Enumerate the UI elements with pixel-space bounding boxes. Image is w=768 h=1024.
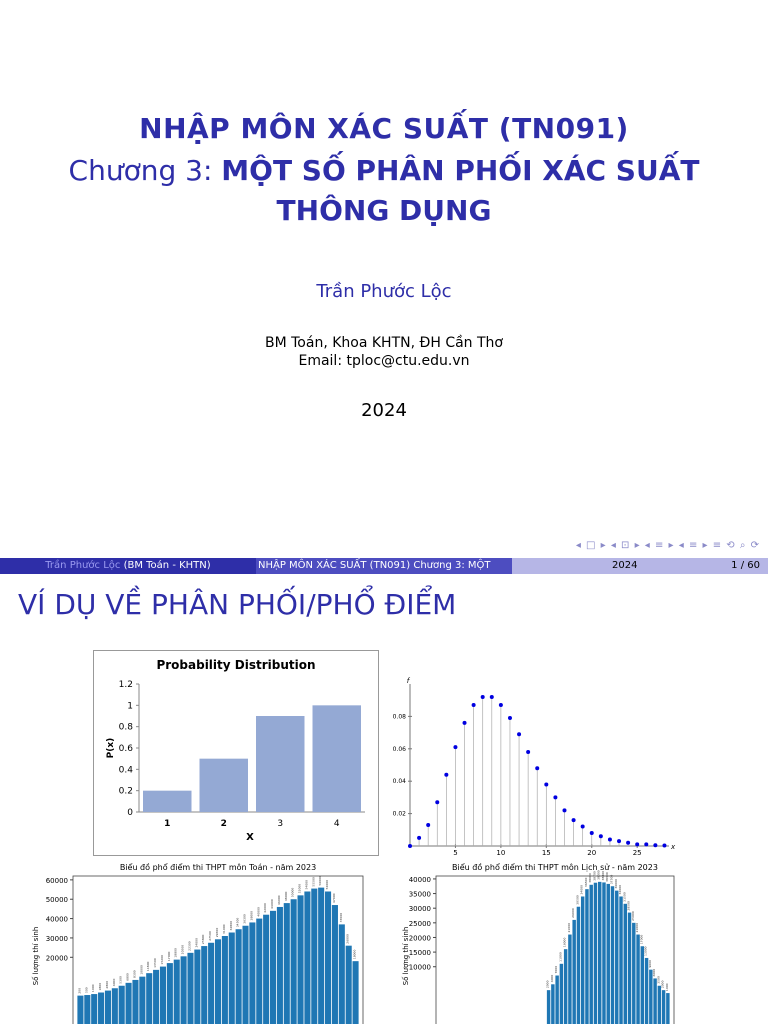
data-point [481, 695, 485, 699]
bar-value-label: 37000 [338, 912, 343, 923]
bar-value-label: 11000 [558, 952, 563, 962]
bar-value-label: 21000 [635, 922, 640, 933]
chapter-name-line2: THÔNG DỤNG [276, 194, 492, 227]
bar-value-label: 32800 [228, 920, 233, 931]
histogram-bar [353, 961, 359, 1024]
footer-bar [0, 558, 768, 574]
histogram-bar [222, 936, 228, 1024]
bar-value-label: 21000 [566, 922, 571, 933]
chart-title: Biểu đồ phổ điểm thi THPT môn Toán - năm 2023 [119, 863, 317, 872]
data-point [572, 818, 576, 822]
histogram-bar [153, 970, 159, 1024]
histogram-bar [332, 905, 338, 1024]
bar-value-label: 31500 [622, 892, 627, 902]
histogram-bar [256, 919, 262, 1024]
histogram-bar [187, 953, 193, 1024]
histogram-bar [91, 994, 97, 1024]
data-point [535, 766, 539, 770]
x-tick-label: 1 [164, 819, 171, 829]
y-tick-label: 40000 [45, 915, 68, 924]
bar-value-label: 16000 [562, 937, 567, 948]
y-tick-label: 0.4 [118, 765, 133, 776]
y-axis-label: P(x) [106, 737, 116, 759]
bar-value-label: 44000 [270, 899, 275, 909]
bar-value-label: 36300 [242, 914, 247, 924]
bar-value-label: 15200 [159, 955, 164, 965]
history-score-histogram [398, 858, 688, 1024]
data-point [435, 800, 439, 804]
histogram-bar [132, 980, 138, 1024]
histogram-bar [551, 984, 554, 1024]
bar-value-label: 38000 [249, 910, 254, 921]
data-point [526, 750, 530, 754]
data-point [444, 773, 448, 777]
bar-value-label: 55500 [311, 877, 316, 887]
bar-value-label: 39000 [596, 870, 601, 880]
bar-value-label: 4000 [549, 974, 554, 983]
bar [143, 791, 192, 812]
bar-value-label: 29300 [215, 927, 219, 938]
bar-value-label: 26000 [571, 908, 576, 918]
bar-value-label: 1000 [91, 984, 96, 993]
bar-value-label: 26000 [345, 934, 350, 944]
y-tick-label: 30000 [45, 934, 68, 943]
histogram-bar [167, 963, 173, 1024]
chapter-name: MỘT SỐ PHÂN PHỐI XÁC SUẤT [221, 154, 700, 187]
data-point [499, 703, 503, 707]
bar-value-label: 34000 [579, 884, 584, 895]
histogram-bar [98, 993, 104, 1024]
histogram-bar [577, 907, 580, 1024]
y-tick-label: 1 [127, 701, 133, 712]
bar-value-label: 54000 [325, 879, 330, 890]
bar [200, 759, 249, 812]
histogram-bar [339, 924, 345, 1024]
bar-value-label: 2000 [660, 980, 665, 989]
y-tick-label: 0 [127, 808, 133, 818]
histogram-bar [229, 933, 235, 1024]
bar-value-label: 500 [84, 987, 89, 994]
histogram-bar [589, 885, 592, 1024]
histogram-bar [607, 884, 610, 1024]
bar-value-label: 50000 [290, 887, 295, 898]
data-point [635, 842, 639, 846]
x-tick-label: 25 [632, 849, 642, 857]
bar-value-label: 37500 [609, 874, 614, 885]
y-tick-label: 25000 [408, 919, 431, 928]
histogram-bar [297, 895, 303, 1024]
y-tick-label: 35000 [408, 890, 431, 899]
y-tick-label: 0.04 [392, 778, 406, 786]
probability-distribution-chart [93, 650, 379, 856]
histogram-bar [662, 990, 665, 1024]
histogram-bar [598, 882, 601, 1024]
data-point [508, 716, 512, 720]
histogram-bar [628, 913, 631, 1024]
data-point [453, 745, 457, 749]
bar-value-label: 3500 [656, 976, 661, 984]
bar-value-label: 46000 [276, 895, 281, 905]
bar-value-label: 2000 [545, 980, 550, 989]
histogram-bar [666, 993, 669, 1024]
histogram-bar [594, 883, 597, 1024]
affiliation-block [0, 334, 768, 370]
data-point [553, 795, 557, 799]
histogram-bar [174, 960, 180, 1024]
histogram-bar [146, 973, 152, 1024]
data-point [417, 836, 421, 840]
y-tick-label: 15000 [408, 949, 431, 958]
histogram-bar [194, 950, 200, 1024]
bar-value-label: 9000 [647, 960, 652, 968]
bar-value-label: 17000 [166, 951, 171, 962]
bar-value-label: 27500 [208, 931, 213, 941]
histogram-bar [160, 967, 166, 1024]
x-tick-label: 4 [333, 819, 340, 829]
histogram-bar [615, 891, 618, 1024]
data-point [472, 703, 476, 707]
bar-value-label: 56000 [318, 876, 323, 886]
x-tick-label: 3 [277, 819, 284, 829]
histogram-bar [611, 886, 614, 1024]
bar-value-label: 38000 [588, 873, 593, 883]
bar-value-label: 4000 [111, 978, 116, 987]
x-tick-label: 2 [220, 819, 227, 829]
histogram-bar [84, 995, 90, 1024]
course-title: NHẬP MÔN XÁC SUẤT (TN091) [139, 112, 629, 145]
histogram-bar [572, 920, 575, 1024]
data-point [517, 732, 521, 736]
bar-value-label: 8300 [132, 970, 137, 978]
histogram-bar [215, 939, 221, 1024]
bar-value-label: 1800 [98, 982, 103, 991]
bar-value-label: 6800 [125, 973, 130, 981]
histogram-bar [636, 935, 639, 1024]
histogram-bar [139, 977, 145, 1024]
bar [313, 705, 362, 812]
year: 2024 [361, 400, 407, 421]
histogram-bar [649, 970, 652, 1024]
bar-value-label: 47000 [331, 893, 336, 904]
histogram-bar [284, 903, 290, 1024]
chart-title: Biểu đồ phổ điểm thi THPT môn Lịch sử - năm 2023 [452, 863, 658, 872]
data-point [490, 695, 494, 699]
bar-value-label: 22300 [187, 941, 192, 951]
y-tick-label: 0.02 [392, 810, 406, 818]
slide-heading: VÍ DỤ VỀ PHÂN PHỐI/PHỔ ĐIỂM [18, 588, 457, 621]
y-tick-label: 30000 [408, 905, 431, 914]
footer-date-page [512, 558, 768, 574]
histogram-bar [208, 943, 214, 1024]
histogram-bar [270, 911, 276, 1024]
histogram-bar [641, 946, 644, 1024]
histogram-bar [277, 907, 283, 1024]
y-tick-label: 0.06 [392, 745, 406, 753]
histogram-bar [658, 986, 661, 1024]
histogram-bar [249, 922, 255, 1024]
bar-value-label: 48000 [283, 891, 288, 902]
histogram-bar [112, 988, 118, 1024]
bar-value-label: 20500 [180, 944, 185, 955]
bar-value-label: 38300 [605, 872, 610, 882]
histogram-bar [181, 956, 187, 1024]
footer-author [0, 558, 256, 574]
y-tick-label: 50000 [45, 896, 68, 905]
x-tick-label: 15 [541, 849, 551, 857]
histogram-bar [236, 929, 242, 1024]
bar-value-label: 31000 [221, 924, 226, 934]
data-point [644, 842, 648, 846]
footer-dept: (BM Toán - KHTN) [123, 560, 211, 571]
y-tick-label: 40000 [408, 875, 431, 884]
email: Email: tploc@ctu.edu.vn [298, 353, 470, 369]
affiliation: BM Toán, Khoa KHTN, ĐH Cần Thơ [265, 335, 503, 351]
chapter-prefix: Chương 3: [68, 154, 213, 187]
x-tick-label: 5 [453, 849, 458, 857]
y-tick-label: 0.8 [118, 722, 133, 733]
histogram-bar [126, 983, 132, 1024]
data-point [653, 843, 657, 847]
data-point [463, 721, 467, 725]
chart-title: Probability Distribution [156, 658, 316, 672]
histogram-bar [346, 946, 352, 1024]
data-point [544, 782, 548, 786]
bar-value-label: 13000 [643, 946, 648, 956]
histogram-bar [547, 990, 550, 1024]
data-point [426, 823, 430, 827]
y-tick-label: 10000 [408, 963, 431, 972]
histogram-bar [304, 891, 310, 1024]
bar-value-label: 25000 [630, 911, 635, 921]
histogram-bar [555, 976, 558, 1024]
data-point [599, 834, 603, 838]
y-axis-label: f [406, 677, 410, 685]
bar-value-label: 38800 [600, 870, 605, 881]
footer-year: 2024 [612, 560, 638, 571]
y-tick-label: 0.6 [118, 744, 133, 754]
math-score-histogram [28, 858, 378, 1024]
y-tick-label: 0.08 [392, 713, 406, 721]
histogram-bar [560, 964, 563, 1024]
bar-value-label: 40000 [256, 907, 261, 917]
bar-value-label: 38700 [592, 871, 597, 881]
histogram-bar [632, 923, 635, 1024]
histogram-bar [318, 888, 324, 1024]
bar-value-label: 34500 [235, 917, 240, 928]
x-axis-label: X [246, 832, 254, 843]
bar-value-label: 2800 [104, 980, 109, 989]
author-name: Trần Phước Lộc [316, 281, 452, 302]
histogram-bar [263, 915, 269, 1024]
data-point [581, 825, 585, 829]
histogram-bar [585, 889, 588, 1024]
bar-value-label: 7000 [554, 965, 559, 974]
y-tick-label: 20000 [408, 934, 431, 943]
histogram-bar [105, 991, 111, 1024]
bar-value-label: 18000 [352, 949, 357, 960]
footer-page: 1 / 60 [731, 560, 760, 571]
bar-value-label: 42000 [263, 903, 268, 913]
bar-value-label: 17000 [639, 934, 644, 945]
histogram-bar [311, 889, 317, 1024]
bar-value-label: 25800 [201, 934, 206, 945]
histogram-bar [602, 882, 605, 1024]
y-tick-label: 60000 [45, 876, 68, 885]
y-tick-label: 20000 [45, 954, 68, 963]
beamer-navigation-icons[interactable]: ◂ □ ▸ ◂ ⊡ ▸ ◂ ≡ ▸ ◂ ≡ ▸ ≡ ⟲ ⌕ ⟳ [575, 540, 760, 551]
bar-value-label: 11800 [146, 961, 151, 972]
data-point [617, 839, 621, 843]
bar-value-label: 54000 [304, 879, 309, 890]
footer-author-name: Trần Phước Lộc [45, 560, 121, 571]
y-axis-label: Số lượng thí sinh [32, 926, 40, 986]
histogram-bar [242, 926, 248, 1024]
histogram-bar [291, 899, 297, 1024]
bar-value-label: 36500 [583, 877, 588, 888]
bar-value-label: 10000 [139, 965, 144, 975]
footer-course: NHẬP MÔN XÁC SUẤT (TN091) [258, 560, 411, 571]
histogram-bar [619, 896, 622, 1024]
bar-value-label: 36000 [613, 879, 618, 889]
bar-value-label: 6000 [652, 968, 657, 977]
data-point [408, 844, 412, 848]
data-point [626, 841, 630, 845]
histogram-bar [325, 891, 331, 1024]
y-tick-label: 1.2 [118, 680, 133, 690]
bar-value-label: 52000 [297, 883, 302, 894]
bar-value-label: 5300 [118, 976, 123, 984]
bar-value-label: 13500 [153, 958, 158, 968]
histogram-bar [653, 978, 656, 1024]
histogram-bar [77, 996, 83, 1024]
bar-value-label: 24000 [194, 938, 199, 948]
bar-value-label: 28500 [626, 901, 631, 911]
data-point [662, 844, 666, 848]
y-axis-label: Số lượng thí sinh [402, 926, 410, 986]
footer-chapter: Chương 3: MỘT [413, 560, 491, 571]
histogram-bar [568, 935, 571, 1024]
histogram-bar [624, 904, 627, 1024]
x-axis-label: x [671, 843, 676, 851]
x-tick-label: 10 [496, 849, 506, 857]
bar-value-label: 1000 [664, 983, 669, 992]
bar-value-label: 200 [77, 987, 82, 994]
discrete-distribution-plot [387, 676, 677, 860]
bar-value-label: 18800 [173, 948, 178, 958]
x-tick-label: 20 [587, 849, 597, 857]
bar [256, 716, 305, 812]
data-point [608, 838, 612, 842]
bar-value-label: 30500 [575, 895, 580, 905]
footer-title [256, 558, 512, 574]
chapter-title [0, 154, 768, 187]
data-point [562, 808, 566, 812]
bar-value-label: 34000 [618, 884, 623, 895]
y-tick-label: 0.2 [118, 786, 133, 797]
data-point [590, 831, 594, 835]
histogram-bar [119, 986, 125, 1024]
histogram-bar [564, 949, 567, 1024]
histogram-bar [201, 946, 207, 1024]
histogram-bar [581, 896, 584, 1024]
